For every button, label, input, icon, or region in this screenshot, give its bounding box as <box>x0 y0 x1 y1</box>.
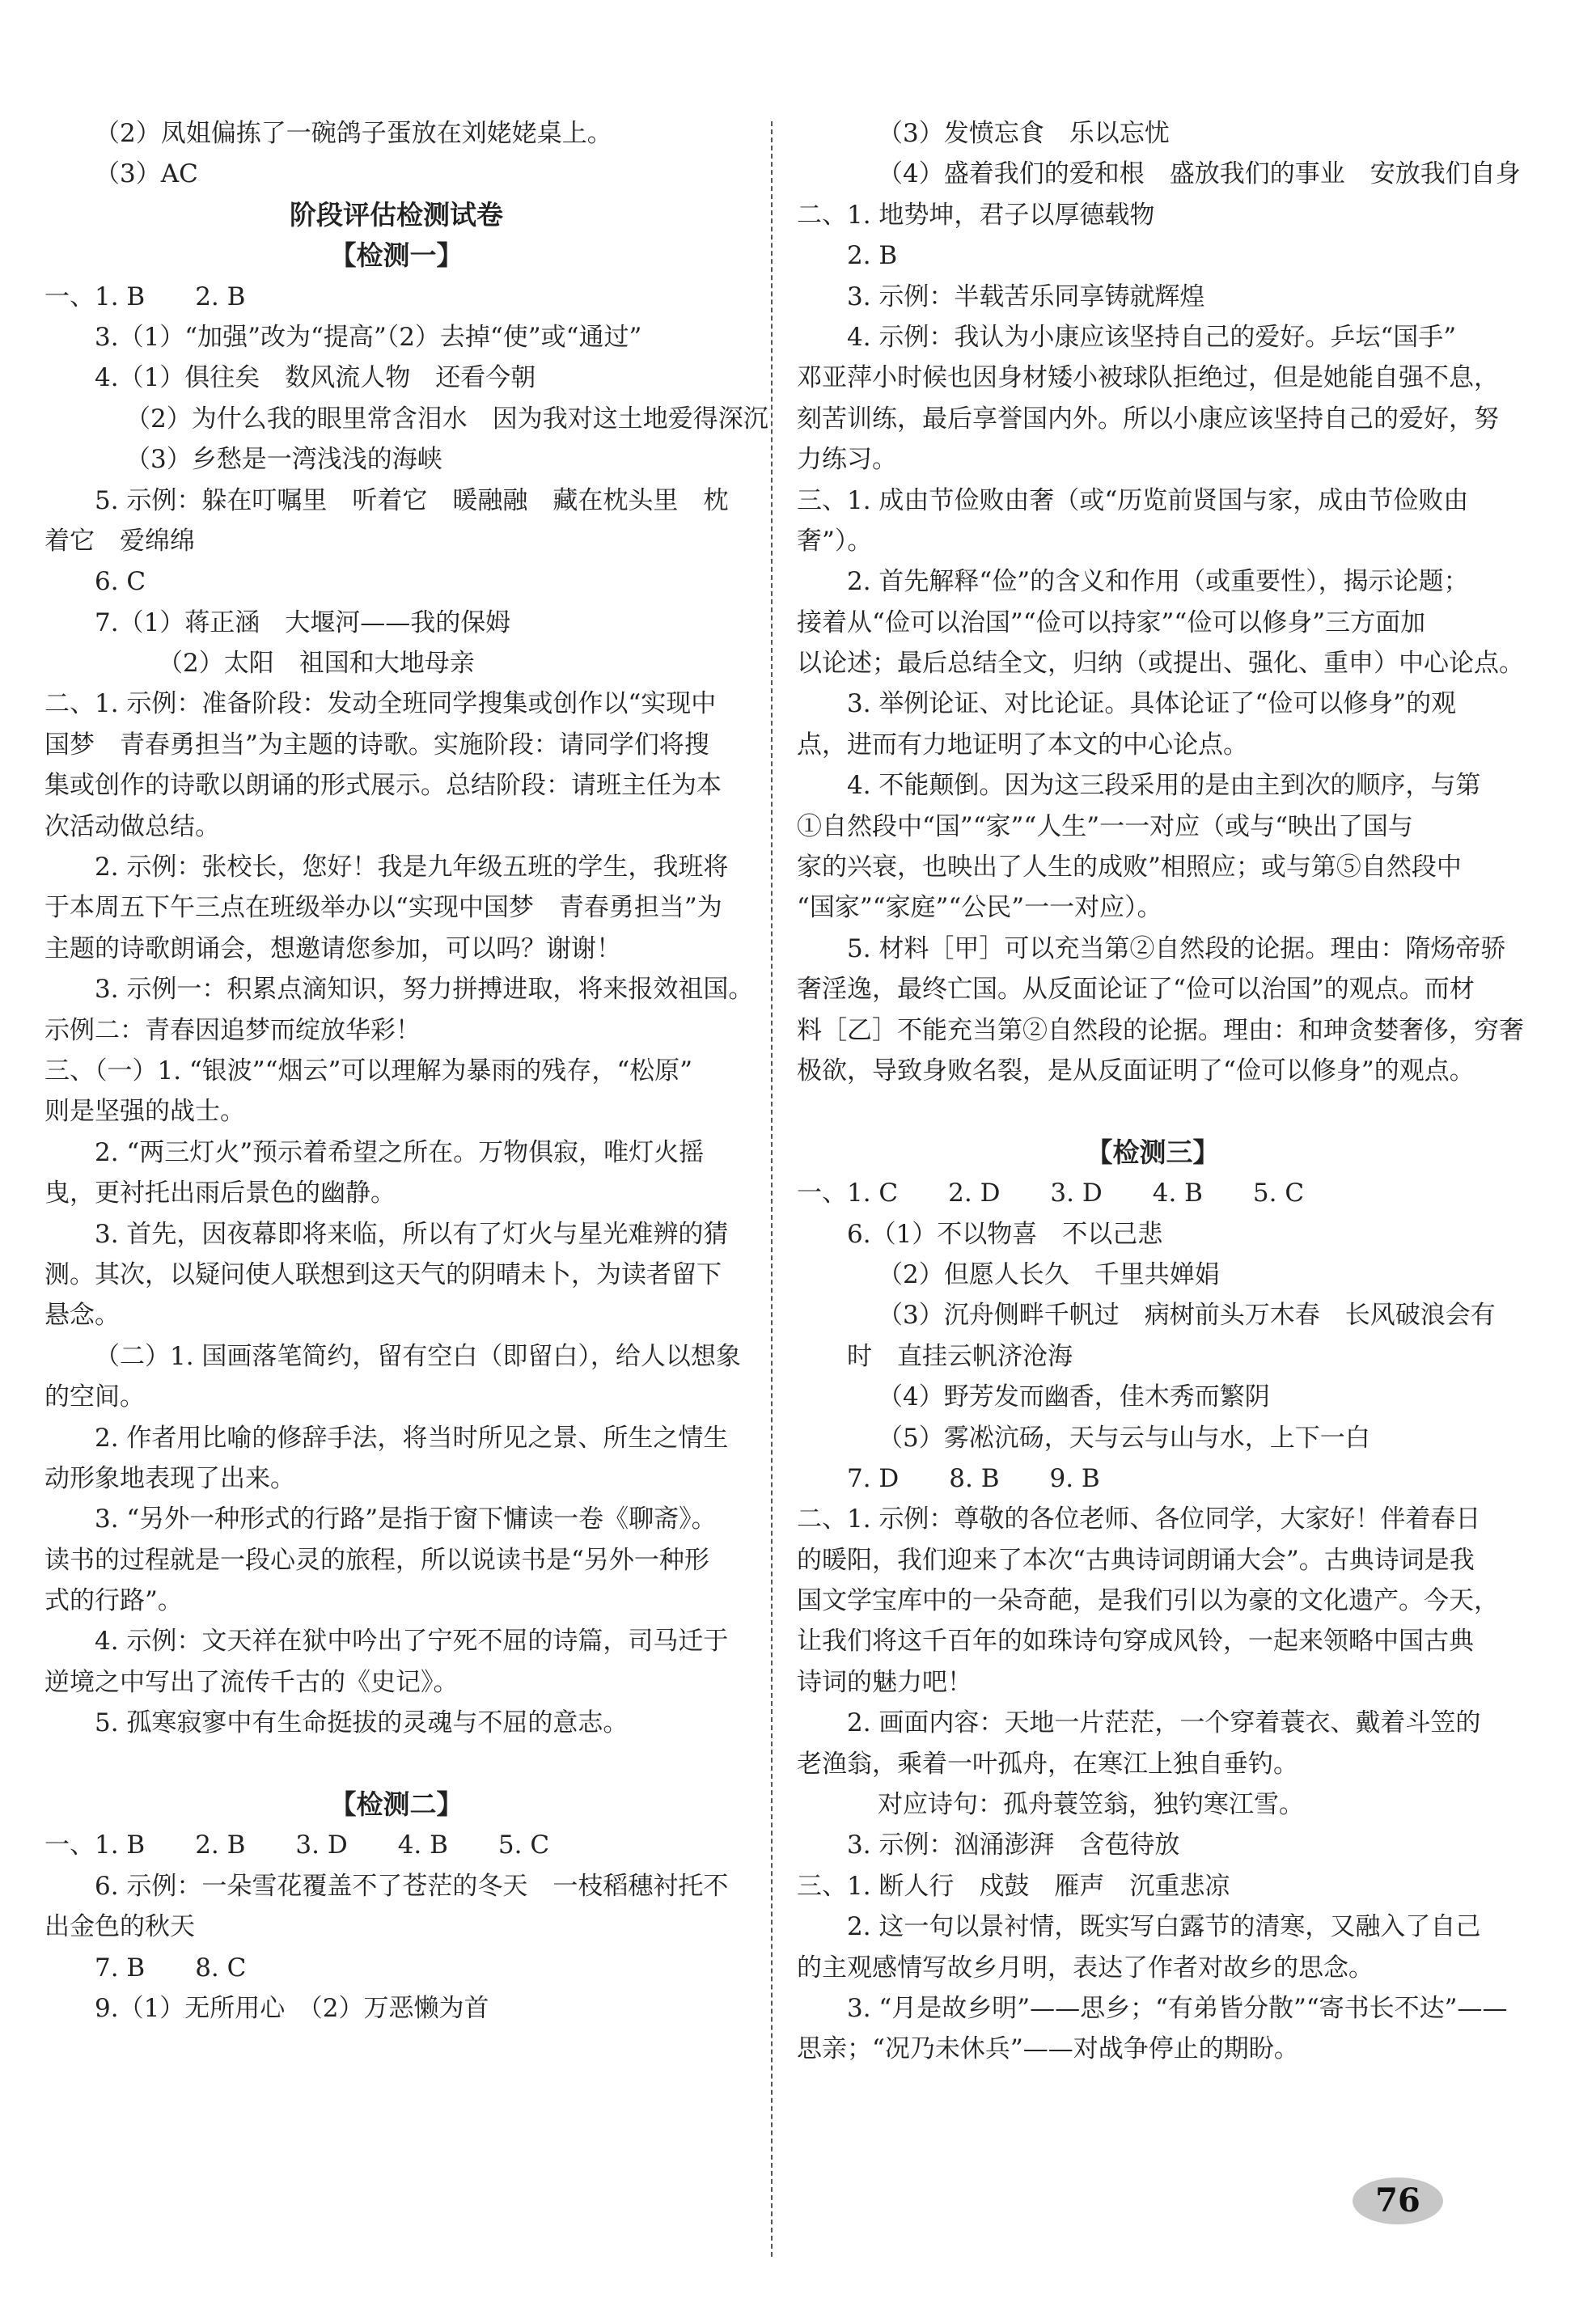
text-line: 的暖阳，我们迎来了本次“古典诗词朗诵大会”。古典诗词是我 <box>797 1545 1475 1575</box>
text-line: 示例二：青春因追梦而绽放华彩！ <box>44 1015 421 1045</box>
text-line: （3）乡愁是一湾浅浅的海峡 <box>125 445 442 475</box>
text-line: 邓亚萍小时候也因身材矮小被球队拒绝过，但是她能自强不息， <box>797 363 1499 393</box>
text-line: 于本周五下午三点在班级举办以“实现中国梦 青春勇担当”为 <box>44 893 722 923</box>
text-line: 2. 示例：张校长，您好！我是九年级五班的学生，我班将 <box>95 853 729 882</box>
text-line: “国家”“家庭”“公民”一一对应）。 <box>797 893 1162 923</box>
section-heading: 阶段评估检测试卷 <box>290 198 503 231</box>
text-line: 5. 示例：躲在叮嘱里 听着它 暖融融 藏在枕头里 枕 <box>95 485 729 515</box>
text-line: （2）太阳 祖国和大地母亲 <box>158 649 475 679</box>
section-heading: 【检测三】 <box>1086 1136 1220 1168</box>
text-line: 7. B 8. C <box>95 1953 247 1983</box>
text-line: 刻苦训练，最后享誉国内外。所以小康应该坚持自己的爱好，努 <box>797 404 1499 434</box>
text-line <box>44 1744 748 1784</box>
text-line: 4. 示例：我认为小康应该坚持自己的爱好。乒坛“国手” <box>847 322 1457 352</box>
text-line: 诗词的魅力吧！ <box>797 1667 972 1697</box>
text-line: 曳，更衬托出雨后景色的幽静。 <box>44 1179 396 1208</box>
text-line: 2. 作者用比喻的修辞手法，将当时所见之景、所生之情生 <box>95 1423 729 1453</box>
text-line <box>797 1091 1509 1132</box>
text-line: （3）AC <box>95 159 198 189</box>
text-line: 三、1. 断人行 戍鼓 雁声 沉重悲凉 <box>797 1871 1230 1901</box>
text-line: （2）但愿人长久 千里共婵娟 <box>878 1259 1220 1289</box>
text-line: 4. 不能颠倒。因为这三段采用的是由主到次的顺序，与第 <box>847 771 1481 801</box>
text-line: （2）为什么我的眼里常含泪水 因为我对这土地爱得深沉 <box>125 404 768 434</box>
text-line: 6. C <box>95 567 146 597</box>
text-line: 3. 示例：汹涌澎湃 含苞待放 <box>847 1830 1180 1860</box>
text-line: 让我们将这千百年的如珠诗句穿成风铃，一起来领略中国古典 <box>797 1627 1474 1657</box>
text-line: 3. 举例论证、对比论证。具体论证了“俭可以修身”的观 <box>847 689 1457 719</box>
text-line: 的主观感情写故乡月明，表达了作者对故乡的思念。 <box>797 1953 1374 1983</box>
text-line: 测。其次，以疑问使人联想到这天气的阴晴未卜，为读者留下 <box>44 1259 722 1289</box>
text-line: 家的兴衰，也映出了人生的成败”相照应；或与第⑤自然段中 <box>797 853 1462 882</box>
text-line: 极欲，导致身败名裂，是从反面证明了“俭可以修身”的观点。 <box>797 1056 1475 1086</box>
text-line: 2. 这一句以景衬情，既实写白露节的清寒，又融入了自己 <box>847 1912 1481 1942</box>
text-line: （4）盛着我们的爱和根 盛放我们的事业 安放我们自身 <box>878 159 1521 189</box>
text-line: 式的行路”。 <box>44 1586 183 1616</box>
text-line: 一、1. B 2. B 3. D 4. B 5. C <box>44 1830 550 1860</box>
text-line: 3. “另外一种形式的行路”是指于窗下慵读一卷《聊斋》。 <box>95 1504 717 1534</box>
text-line: 二、1. 示例：尊敬的各位老师、各位同学，大家好！伴着春日 <box>797 1504 1481 1534</box>
text-line: 三、（一）1. “银波”“烟云”可以理解为暴雨的残存，“松原” <box>44 1056 693 1086</box>
text-line: 时 直挂云帆济沧海 <box>847 1341 1073 1371</box>
text-line: 5. 孤寒寂寥中有生命挺拔的灵魂与不屈的意志。 <box>95 1708 629 1738</box>
text-line: （2）凤姐偏拣了一碗鸽子蛋放在刘姥姥桌上。 <box>95 119 612 148</box>
text-line: （3）沉舟侧畔千帆过 病树前头万木春 长风破浪会有 <box>878 1301 1496 1331</box>
column-divider <box>771 121 773 2257</box>
text-line: 料［乙］不能充当第②自然段的论据。理由：和珅贪婪奢侈，穷奢 <box>797 1015 1524 1045</box>
text-line: 2. “两三灯火”预示着希望之所在。万物俱寂，唯灯火摇 <box>95 1137 705 1167</box>
text-line: 出金色的秋天 <box>44 1912 195 1942</box>
text-line: 6.（1）不以物喜 不以己悲 <box>847 1219 1163 1249</box>
text-line: （4）野芳发而幽香，佳木秀而繁阴 <box>878 1382 1270 1412</box>
text-line: 2. 首先解释“俭”的含义和作用（或重要性），揭示论题； <box>847 567 1469 597</box>
text-line: 三、1. 成由节俭败由奢（或“历览前贤国与家，成由节俭败由 <box>797 485 1469 515</box>
text-line: 二、1. 地势坤，君子以厚德载物 <box>797 200 1155 230</box>
text-line: 3. 示例：半载苦乐同享铸就辉煌 <box>847 281 1205 311</box>
text-line: 国梦 青春勇担当”为主题的诗歌。实施阶段：请同学们将搜 <box>44 730 709 760</box>
text-line: 奢淫逸，最终亡国。从反面论证了“俭可以治国”的观点。而材 <box>797 975 1475 1005</box>
text-line: 一、1. B 2. B <box>44 281 246 311</box>
text-line: 3.（1）“加强”改为“提高”（2）去掉“使”或“通过” <box>95 322 642 352</box>
text-line: 3. 首先，因夜幕即将来临，所以有了灯火与星光难辨的猜 <box>95 1219 729 1249</box>
text-line: 对应诗句：孤舟蓑笠翁，独钓寒江雪。 <box>878 1790 1304 1820</box>
text-line: 4.（1）俱往矣 数风流人物 还看今朝 <box>95 363 536 393</box>
text-line: 悬念。 <box>44 1301 120 1331</box>
text-line: 力练习。 <box>797 445 897 475</box>
text-line: 集或创作的诗歌以朗诵的形式展示。总结阶段：请班主任为本 <box>44 771 722 801</box>
text-line: 思亲；“况乃未休兵”——对战争停止的期盼。 <box>797 2034 1299 2064</box>
text-line: ①自然段中“国”“家”“人生”一一对应（或与“映出了国与 <box>797 811 1413 841</box>
text-line: 二、1. 示例：准备阶段：发动全班同学搜集或创作以“实现中 <box>44 689 717 719</box>
text-line: 奢”）。 <box>797 526 873 556</box>
text-line: 读书的过程就是一段心灵的旅程，所以说读书是“另外一种形 <box>44 1545 709 1575</box>
text-line: （5）雾凇沆砀，天与云与山与水，上下一白 <box>878 1423 1370 1453</box>
text-line: 逆境之中写出了流传千古的《史记》。 <box>44 1667 459 1697</box>
text-line: 的空间。 <box>44 1382 145 1412</box>
text-line: 接着从“俭可以治国”“俭可以持家”“俭可以修身”三方面加 <box>797 607 1426 637</box>
text-line: 3. “月是故乡明”——思乡；“有弟皆分散”“寄书长不达”—— <box>847 1993 1508 2023</box>
section-heading: 【检测一】 <box>329 239 464 272</box>
text-line: 国文学宝库中的一朵奇葩，是我们引以为豪的文化遗产。今天， <box>797 1586 1499 1616</box>
section-heading: 【检测二】 <box>329 1788 464 1821</box>
text-line: 2. 画面内容：天地一片茫茫，一个穿着蓑衣、戴着斗笠的 <box>847 1708 1481 1738</box>
text-line: （3）发愤忘食 乐以忘忧 <box>878 119 1170 148</box>
page-number: 76 <box>1353 2177 1443 2224</box>
text-line: 一、1. C 2. D 3. D 4. B 5. C <box>797 1179 1305 1208</box>
text-line: 则是坚强的战士。 <box>44 1097 245 1127</box>
text-line: 老渔翁，乘着一叶孤舟，在寒江上独自垂钓。 <box>797 1749 1298 1779</box>
text-line: 以论述；最后总结全文，归纳（或提出、强化、重申）中心论点。 <box>797 649 1524 679</box>
text-line: 4. 示例：文天祥在狱中吟出了宁死不屈的诗篇，司马迁于 <box>95 1627 729 1657</box>
text-line: 次活动做总结。 <box>44 811 220 841</box>
text-line: 着它 爱绵绵 <box>44 526 195 556</box>
text-line: 9.（1）无所用心 （2）万恶懒为首 <box>95 1993 489 2023</box>
text-line: 6. 示例：一朵雪花覆盖不了苍茫的冬天 一枝稻穗衬托不 <box>95 1871 729 1901</box>
text-line: 动形象地表现了出来。 <box>44 1463 295 1493</box>
text-line: 2. B <box>847 241 898 271</box>
right-column <box>797 113 1524 2070</box>
text-line: （二）1. 国画落笔简约，留有空白（即留白），给人以想象 <box>95 1341 741 1371</box>
left-column <box>44 113 768 2029</box>
text-line: 5. 材料［甲］可以充当第②自然段的论据。理由：隋炀帝骄 <box>847 933 1506 963</box>
text-line: 7. D 8. B 9. B <box>847 1463 1100 1493</box>
text-line: 点，进而有力地证明了本文的中心论点。 <box>797 730 1248 760</box>
text-line: 3. 示例一：积累点滴知识，努力拼搏进取，将来报效祖国。 <box>95 975 754 1005</box>
text-line: 主题的诗歌朗诵会，想邀请您参加，可以吗？谢谢！ <box>44 933 621 963</box>
text-line: 7.（1）蒋正涵 大堰河——我的保姆 <box>95 607 511 637</box>
